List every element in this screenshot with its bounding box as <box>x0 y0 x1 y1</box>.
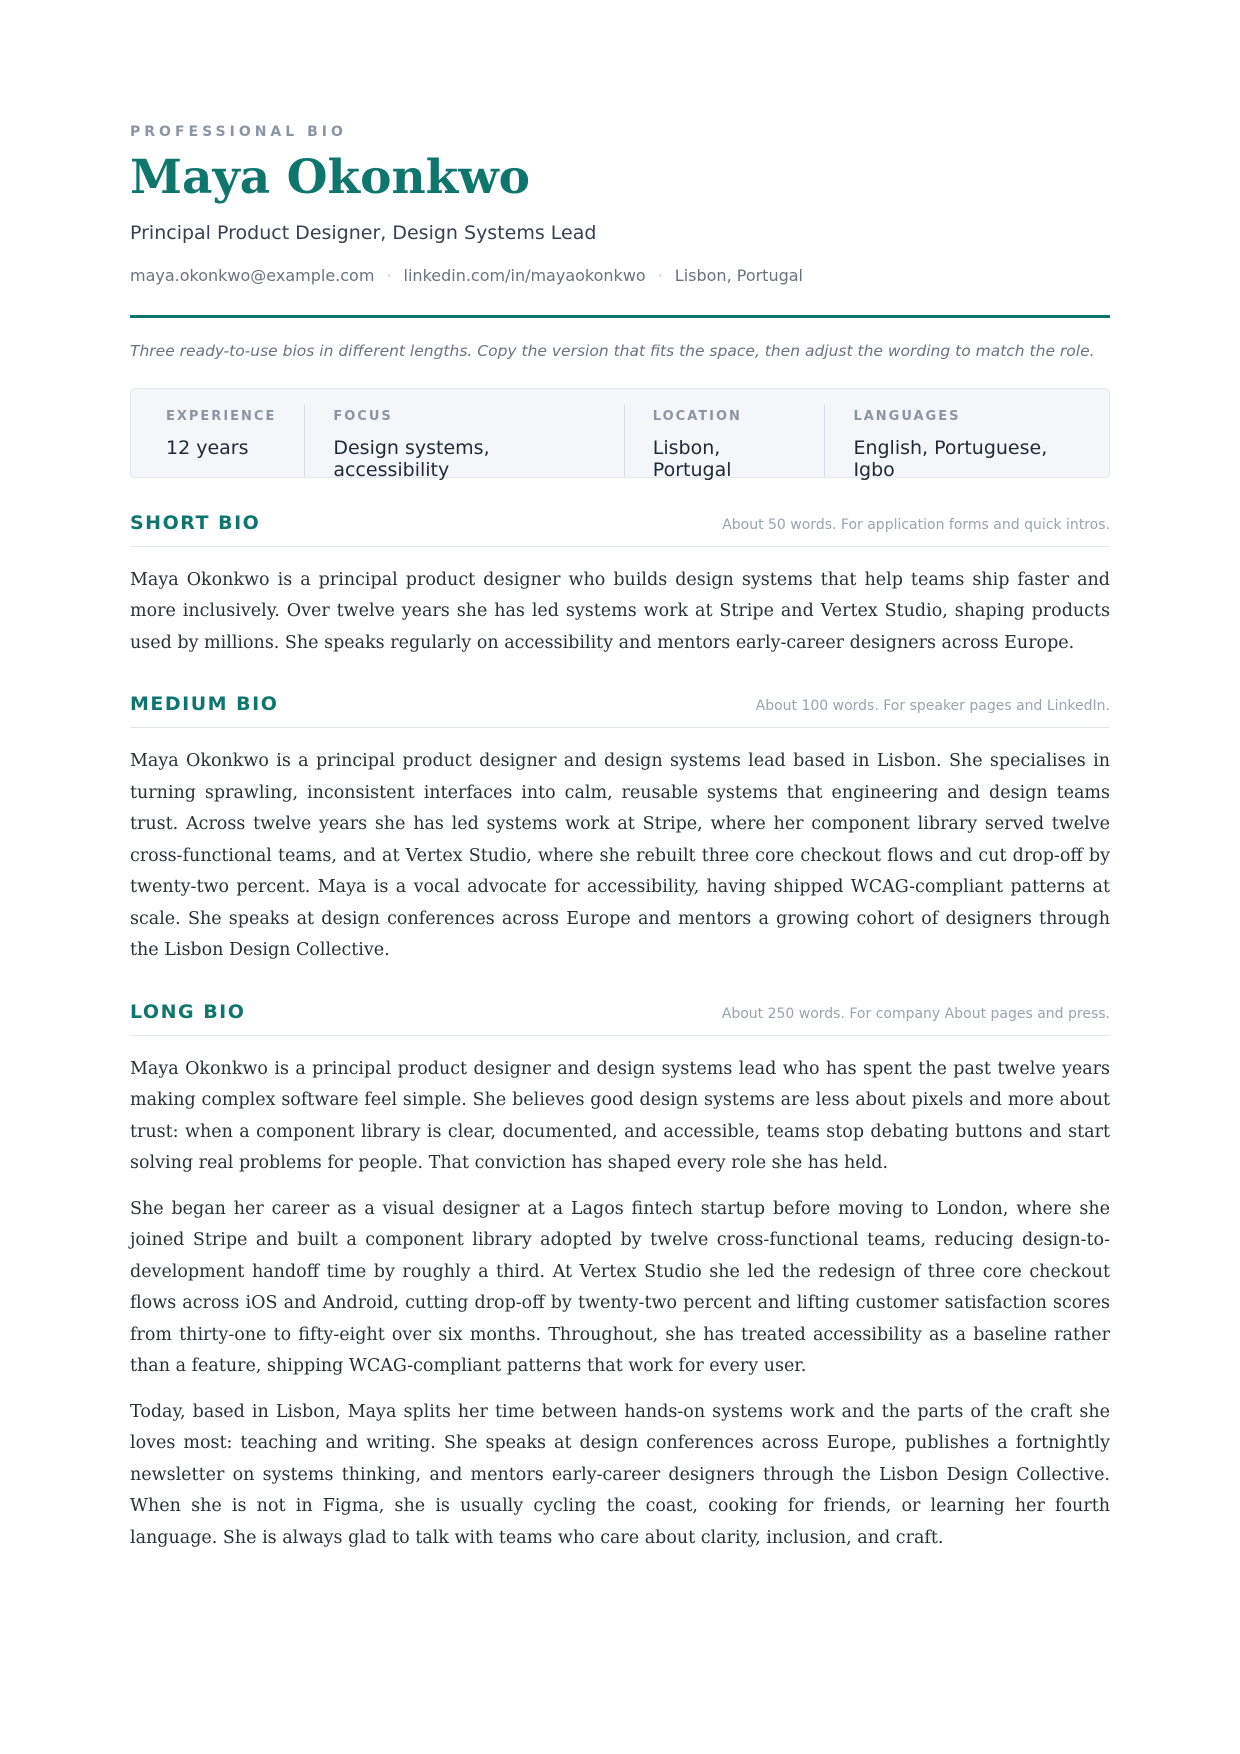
fact-value: English, Portuguese, Igbo <box>853 436 1048 481</box>
bio-paragraph: Today, based in Lisbon, Maya splits her time between hands-on systems work and the parts of the craft she loves most: teaching and writing. She speaks at design conferences across Europe, publishes a fortnightly newsletter on systems thinking, and mentors early-career designers through the Lisbon Design Collective. When she is not in Figma, she is usually cycling the coast, cooking for friends, or learning her fourth language. She is always glad to talk with teams who care about clarity, inclusion, and craft. <box>130 1401 1110 1548</box>
separator: · <box>657 265 663 285</box>
email-link[interactable]: maya.okonkwo@example.com <box>130 265 375 285</box>
section-header <box>130 1001 1110 1036</box>
section-header <box>130 512 1110 547</box>
section-title: LONG BIO <box>130 1000 246 1023</box>
fact-location <box>624 405 825 481</box>
linkedin-link[interactable]: linkedin.com/in/mayaokonkwo <box>403 265 646 285</box>
medium-bio-section <box>130 693 1110 967</box>
job-title: Principal Product Designer, Design Systems Lead <box>130 221 597 244</box>
long-bio-section <box>130 1001 1110 1555</box>
bio-paragraph: Maya Okonkwo is a principal product designer and design systems lead based in Lisbon. She specialises in turning sprawling, inconsistent interfaces into calm, reusable systems that engineering and design teams trust. Across twelve years she has led systems work at Stripe, where her component library served twelve cross-functional teams, and at Vertex Studio, where she rebuilt three core checkout flows and cut drop-off by twenty-two percent. Maya is a vocal advocate for accessibility, having shipped WCAG-compliant patterns at scale. She speaks at design conferences across Europe and mentors a growing cohort of designers through the Lisbon Design Collective. <box>130 751 1110 961</box>
fact-label: LOCATION <box>652 408 742 424</box>
section-note: About 100 words. For speaker pages and LinkedIn. <box>755 698 1110 715</box>
contact-line <box>130 266 1110 285</box>
fact-experience <box>166 405 304 477</box>
bio-paragraph: She began her career as a visual designer at a Lagos fintech startup before moving to London, where she joined Stripe and built a component library adopted by twelve cross-functional teams, reducing design-to-development handoff time by roughly a third. At Vertex Studio she led the redesign of three core checkout flows across iOS and Android, cutting drop-off by twenty-two percent and lifting customer satisfaction scores from thirty-one to fifty-eight over six months. Throughout, she has treated accessibility as a baseline rather than a feature, shipping WCAG-compliant patterns that work for every user. <box>130 1198 1110 1377</box>
section-title: SHORT BIO <box>130 511 261 534</box>
section-note: About 50 words. For application forms and quick intros. <box>722 516 1110 533</box>
fact-label: LANGUAGES <box>853 408 961 424</box>
bio-paragraph: Maya Okonkwo is a principal product designer and design systems lead who has spent the past twelve years making complex software feel simple. She believes good design systems are less about pixels and more about trust: when a component library is clear, documented, and accessible, teams stop debating buttons and start solving real problems for people. That conviction has shaped every role she has held. <box>130 1058 1110 1174</box>
section-header <box>130 693 1110 728</box>
person-name: Maya Okonkwo <box>130 150 531 205</box>
short-bio-section <box>130 512 1110 660</box>
section-title: MEDIUM BIO <box>130 693 279 716</box>
header-divider <box>130 315 1110 318</box>
section-note: About 250 words. For company About pages and press. <box>721 1005 1110 1022</box>
fact-value: Design systems, accessibility <box>333 436 490 481</box>
fact-label: EXPERIENCE <box>166 408 277 424</box>
separator: · <box>386 265 392 285</box>
bio-paragraph: Maya Okonkwo is a principal product designer who builds design systems that help teams ship faster and more inclusively. Over twelve years she has led systems work at Stripe and Vertex Studio, shaping products used by millions. She speaks regularly on accessibility and mentors early-career designers across Europe. <box>130 569 1110 653</box>
eyebrow-label: PROFESSIONAL BIO <box>130 124 347 140</box>
fact-label: FOCUS <box>333 408 393 424</box>
fact-focus <box>304 405 623 481</box>
fact-value: Lisbon, Portugal <box>652 436 732 481</box>
facts-panel <box>130 388 1110 481</box>
location-text: Lisbon, Portugal <box>674 265 803 285</box>
fact-languages <box>824 405 1109 481</box>
fact-value: 12 years <box>166 436 249 459</box>
intro-note: Three ready-to-use bios in different lengths. Copy the version that fits the space, then adjust the wording to match the role. <box>130 341 1095 360</box>
